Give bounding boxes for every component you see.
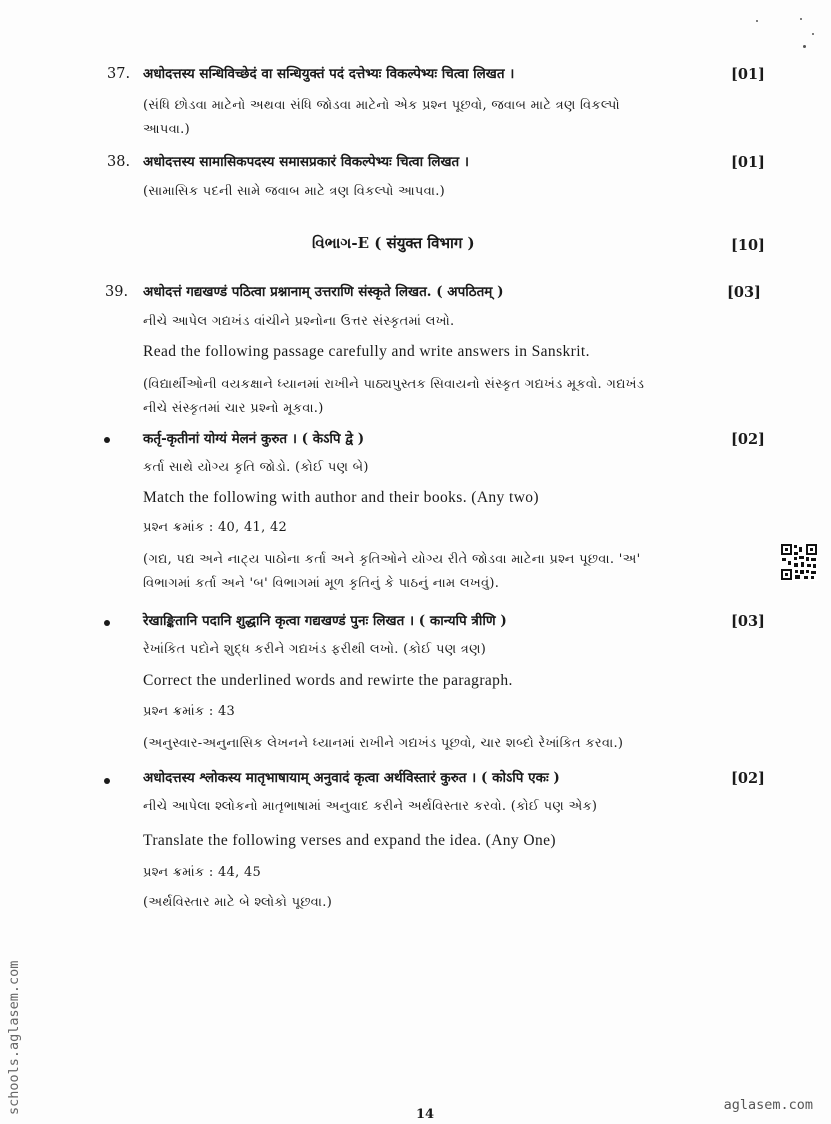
bullet-icon <box>104 778 110 784</box>
marks-badge: [02] <box>731 770 765 787</box>
gujarati-instruction: નીચે આપેલ ગદ્યખંડ વાંચીને પ્રશ્નોના ઉત્તર સંસ્કૃતમાં લખો. <box>143 314 455 329</box>
bullet-2-sanskrit: रेखाङ्कितानि पदानि शुद्धानि कृत्वा गद्यखण्डं पुनः लिखत । ( कान्यपि त्रीणि ) <box>143 613 507 629</box>
instruction-note: વિભાગમાં કર્તા અને 'બ' વિભાગમાં મૂળ કૃતિનું કે પાઠનું નામ લખવું). <box>143 576 500 591</box>
instruction-note: (સંધિ છોડવા માટેનો અથવા સંધિ જોડવા માટેનો એક પ્રશ્ન પૂછવો, જવાબ માટે ત્રણ વિકલ્પો <box>143 98 620 113</box>
marks-badge: [02] <box>731 431 765 448</box>
marks-badge: [01] <box>731 154 765 171</box>
bottom-watermark: aglasem.com <box>723 1097 813 1113</box>
page-number: 14 <box>416 1107 435 1122</box>
qr-code-icon <box>780 543 818 581</box>
instruction-note: (ગદ્ય, પદ્ય અને નાટ્ય પાઠોના કર્તા અને કૃતિઓને યોગ્ય રીતે જોડવા માટેના પ્રશ્ન પૂછવા. 'અ' <box>143 552 641 567</box>
scan-speck <box>800 18 802 20</box>
question-number-list: પ્રશ્ન ક્રમાંક : 44, 45 <box>143 865 262 880</box>
question-38-sanskrit: अधोदत्तस्य सामासिकपदस्य समासप्रकारं विकल्पेभ्यः चित्वा लिखत । <box>143 154 470 170</box>
marks-badge: [03] <box>731 613 765 630</box>
bullet-icon <box>104 437 110 443</box>
marks-badge: [01] <box>731 66 765 83</box>
question-number-list: પ્રશ્ન ક્રમાંક : 43 <box>143 704 236 719</box>
bullet-3-sanskrit: अधोदत्तस्य श्लोकस्य मातृभाषायाम् अनुवादं कृत्वा अर्थविस्तारं कुरुत । ( कोऽपि एकः ) <box>143 770 560 786</box>
instruction-note: (અર્થવિસ્તાર માટે બે શ્લોકો પૂછવા.) <box>143 895 333 910</box>
scan-speck <box>812 33 814 35</box>
gujarati-instruction: કર્તા સાથે યોગ્ય કૃતિ જોડો. (કોઈ પણ બે) <box>143 460 369 475</box>
instruction-note: (અનુસ્વાર-અનુનાસિક લેખનને ધ્યાનમાં રાખીને ગદ્યખંડ પૂછવો, ચાર શબ્દો રેખાંકિત કરવા.) <box>143 736 624 751</box>
marks-badge: [10] <box>731 237 765 254</box>
english-instruction: Match the following with author and their books. (Any two) <box>143 489 539 506</box>
instruction-note: નીચે સંસ્કૃતમાં ચાર પ્રશ્નો મૂકવા.) <box>143 401 324 416</box>
gujarati-instruction: નીચે આપેલા શ્લોકનો માતૃભાષામાં અનુવાદ કરીને અર્થવિસ્તાર કરવો. (કોઈ પણ એક) <box>143 799 598 814</box>
question-number: 39. <box>105 284 129 300</box>
question-number: 38. <box>107 154 131 170</box>
scan-speck <box>803 45 806 48</box>
english-instruction: Read the following passage carefully and write answers in Sanskrit. <box>143 343 590 360</box>
section-heading: વિભાગ-E ( संयुक्त विभाग ) <box>312 234 475 252</box>
question-39-sanskrit: अधोदत्तं गद्यखण्डं पठित्वा प्रश्नानाम् उत्तराणि संस्कृते लिखत. ( अपठितम् ) <box>143 284 504 300</box>
bullet-1-sanskrit: कर्तृ-कृतीनां योग्यं मेलनं कुरुत । ( केऽपि द्वे ) <box>143 431 365 447</box>
english-instruction: Translate the following verses and expand the idea. (Any One) <box>143 832 556 849</box>
question-number: 37. <box>107 66 131 82</box>
scan-speck <box>756 20 758 22</box>
question-number-list: પ્રશ્ન ક્રમાંક : 40, 41, 42 <box>143 520 288 535</box>
instruction-note: આપવા.) <box>143 122 190 137</box>
question-37-sanskrit: अधोदत्तस्य सन्धिविच्छेदं वा सन्धियुक्तं पदं दत्तेभ्यः विकल्पेभ्यः चित्वा लिखत । <box>143 66 515 82</box>
english-instruction: Correct the underlined words and rewirte the paragraph. <box>143 672 513 689</box>
instruction-note: (સામાસિક પદની સામે જવાબ માટે ત્રણ વિકલ્પો આપવા.) <box>143 184 446 199</box>
instruction-note: (વિદ્યાર્થીઓની વયકક્ષાને ધ્યાનમાં રાખીને પાઠ્યપુસ્તક સિવાયનો સંસ્કૃત ગદ્યખંડ મૂકવો. ગદ્યખંડ <box>143 377 645 392</box>
marks-badge: [03] <box>727 284 761 301</box>
gujarati-instruction: રેખાંકિત પદોને શુદ્ધ કરીને ગદ્યખંડ ફરીથી લખો. (કોઈ પણ ત્રણ) <box>143 642 487 657</box>
side-watermark: schools.aglasem.com <box>6 960 22 1115</box>
bullet-icon <box>104 620 110 626</box>
